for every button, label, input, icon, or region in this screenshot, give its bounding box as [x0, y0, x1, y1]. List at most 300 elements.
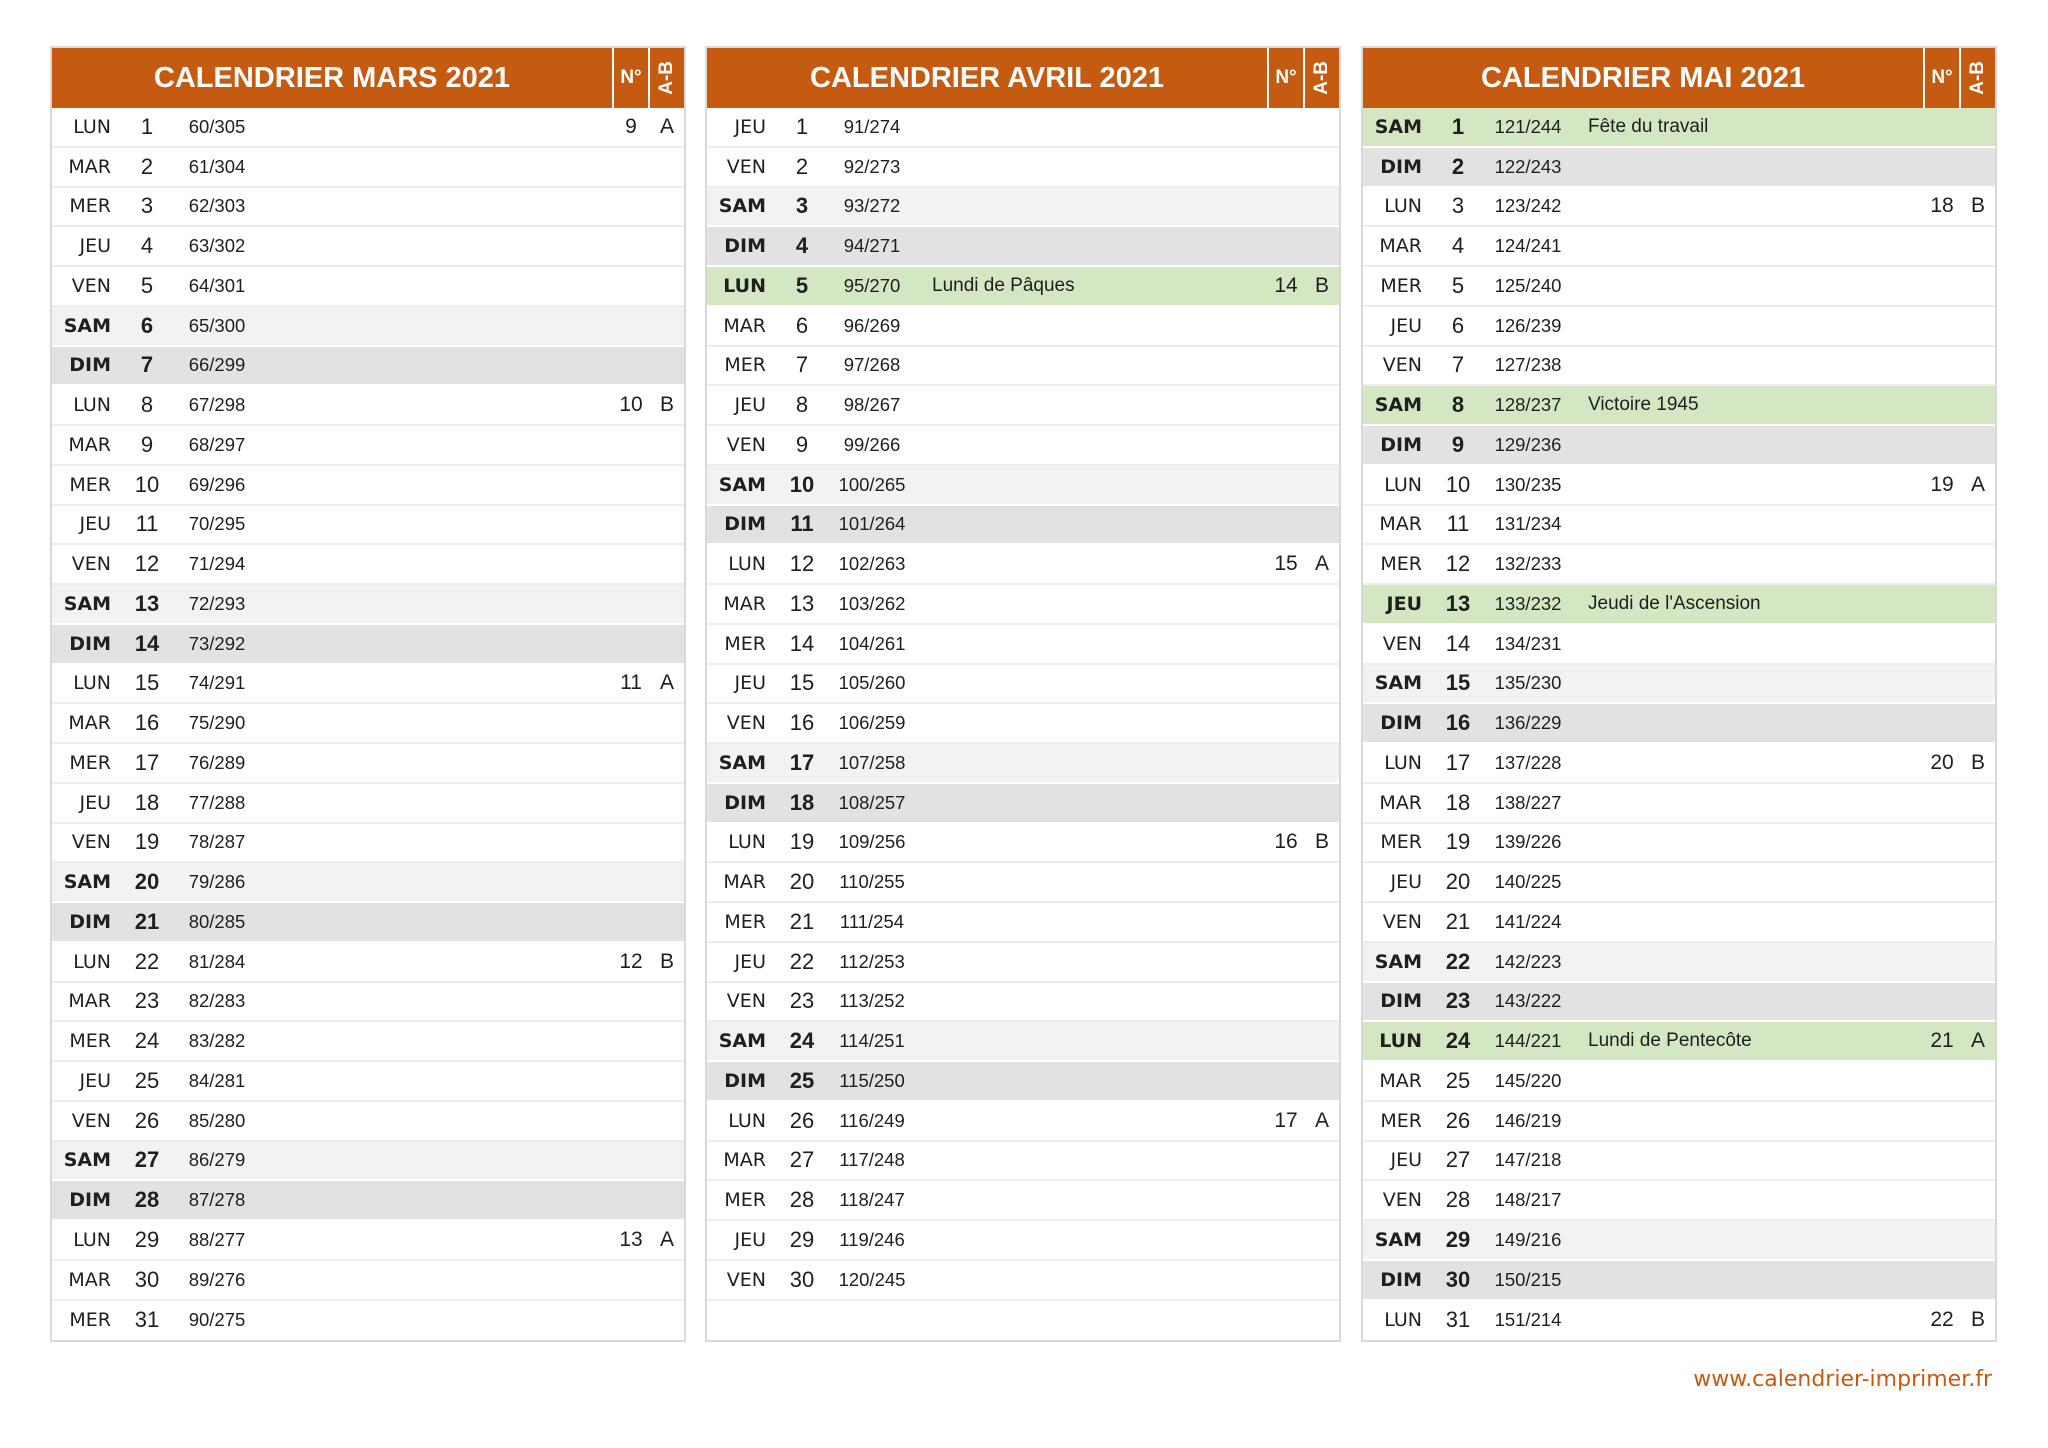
week-ab-letter: A — [1970, 472, 1985, 496]
day-row — [1363, 188, 1995, 228]
day-row — [52, 585, 684, 625]
weekday-name: MER — [724, 354, 766, 377]
month-title: CALENDRIER AVRIL 2021 — [810, 61, 1164, 94]
day-of-year: 60/305 — [188, 115, 246, 137]
day-row — [52, 1261, 684, 1301]
day-of-year: 65/300 — [188, 314, 246, 336]
week-number: 15 — [1274, 552, 1298, 576]
weekday-name: LUN — [73, 672, 111, 695]
day-of-year: 142/223 — [1494, 950, 1562, 972]
day-row — [52, 1301, 684, 1341]
day-row — [707, 824, 1339, 864]
week-number-column-header: N° — [612, 48, 648, 108]
weekday-name: SAM — [718, 1030, 766, 1053]
weekday-name: DIM — [1380, 1268, 1422, 1291]
weekday-name: VEN — [726, 990, 766, 1013]
empty-row — [707, 1301, 1339, 1341]
day-number: 5 — [140, 272, 154, 298]
day-row — [1363, 506, 1995, 546]
week-number: 19 — [1930, 472, 1954, 496]
holiday-name: Lundi de Pâques — [932, 274, 1075, 296]
week-ab-letter: A — [659, 1227, 674, 1251]
day-number: 12 — [1445, 551, 1471, 577]
weekday-name: MER — [1380, 831, 1422, 854]
website-link[interactable]: www.calendrier-imprimer.fr — [1693, 1367, 1992, 1392]
day-row — [707, 665, 1339, 705]
weekday-name: SAM — [63, 592, 111, 615]
day-number: 29 — [1445, 1226, 1471, 1252]
weekday-name: SAM — [63, 314, 111, 337]
week-number: 14 — [1274, 273, 1298, 297]
day-number: 11 — [790, 511, 814, 537]
day-number: 14 — [789, 630, 815, 656]
day-row — [707, 267, 1339, 307]
day-row — [1363, 665, 1995, 705]
weekday-name: MAR — [723, 1149, 766, 1172]
day-number: 27 — [134, 1147, 160, 1173]
day-row — [707, 545, 1339, 585]
day-number: 3 — [795, 193, 809, 219]
day-of-year: 89/276 — [188, 1268, 246, 1290]
day-row — [707, 506, 1339, 546]
weekday-name: MAR — [68, 155, 111, 178]
day-number: 2 — [1451, 153, 1465, 179]
day-number: 28 — [1445, 1187, 1471, 1213]
day-row — [1363, 108, 1995, 148]
day-row — [707, 227, 1339, 267]
day-row — [52, 704, 684, 744]
day-row — [1363, 347, 1995, 387]
week-number: 13 — [619, 1227, 643, 1251]
weekday-name: LUN — [723, 274, 766, 297]
ab-week-column-header — [1303, 48, 1339, 108]
day-of-year: 70/295 — [188, 513, 246, 535]
day-row — [52, 744, 684, 784]
ab-week-label: A-B — [1311, 61, 1332, 95]
day-of-year: 77/288 — [188, 791, 246, 813]
day-of-year: 129/236 — [1494, 433, 1562, 455]
day-number: 24 — [1445, 1028, 1471, 1054]
weekday-name: DIM — [1380, 990, 1422, 1013]
day-row — [707, 1142, 1339, 1182]
day-row — [707, 863, 1339, 903]
week-number: 11 — [620, 671, 642, 695]
day-number: 25 — [134, 1067, 160, 1093]
day-row — [52, 983, 684, 1023]
day-row — [52, 108, 684, 148]
day-number: 8 — [795, 392, 809, 418]
day-of-year: 147/218 — [1494, 1149, 1562, 1171]
day-of-year: 121/244 — [1494, 115, 1562, 137]
week-number: 21 — [1930, 1029, 1954, 1053]
day-of-year: 151/214 — [1494, 1309, 1562, 1331]
weekday-name: SAM — [1374, 115, 1422, 138]
day-row — [707, 1261, 1339, 1301]
weekday-name: LUN — [73, 115, 111, 138]
day-row — [707, 1181, 1339, 1221]
day-of-year: 73/292 — [188, 632, 246, 654]
day-of-year: 79/286 — [188, 871, 246, 893]
weekday-name: MER — [724, 1189, 766, 1212]
weekday-name: DIM — [1380, 155, 1422, 178]
day-number: 18 — [1445, 789, 1471, 815]
day-of-year: 90/275 — [188, 1309, 246, 1331]
day-row — [1363, 307, 1995, 347]
day-number: 23 — [134, 988, 160, 1014]
day-of-year: 87/278 — [188, 1189, 246, 1211]
day-of-year: 105/260 — [838, 672, 906, 694]
day-number: 22 — [1445, 948, 1471, 974]
day-number: 19 — [134, 829, 160, 855]
weekday-name: DIM — [69, 354, 111, 377]
weekday-name: JEU — [79, 791, 111, 814]
week-number: 17 — [1274, 1108, 1298, 1132]
week-number: 16 — [1274, 830, 1298, 854]
day-row — [707, 903, 1339, 943]
day-of-year: 94/271 — [843, 235, 901, 257]
weekday-name: DIM — [69, 910, 111, 933]
day-of-year: 63/302 — [188, 235, 246, 257]
day-of-year: 103/262 — [838, 592, 906, 614]
weekday-name: DIM — [1380, 433, 1422, 456]
day-row — [707, 784, 1339, 824]
day-number: 20 — [789, 869, 815, 895]
weekday-name: MER — [69, 1030, 111, 1053]
day-of-year: 80/285 — [188, 910, 246, 932]
day-number: 1 — [1451, 113, 1465, 139]
day-number: 18 — [789, 789, 815, 815]
holiday-name: Jeudi de l'Ascension — [1588, 592, 1761, 614]
day-row — [1363, 1142, 1995, 1182]
day-number: 6 — [795, 312, 809, 338]
day-row — [52, 943, 684, 983]
day-of-year: 100/265 — [838, 473, 906, 495]
calendar-march — [50, 46, 686, 1342]
day-of-year: 141/224 — [1494, 910, 1562, 932]
weekday-name: SAM — [718, 473, 766, 496]
day-of-year: 112/253 — [839, 950, 905, 972]
week-ab-letter: B — [1970, 1308, 1985, 1332]
day-row — [52, 1181, 684, 1221]
day-number: 6 — [1451, 312, 1465, 338]
weekday-name: MER — [69, 195, 111, 218]
day-of-year: 78/287 — [188, 831, 246, 853]
day-number: 3 — [1451, 193, 1465, 219]
day-of-year: 91/274 — [843, 115, 901, 137]
weekday-name: VEN — [71, 553, 111, 576]
day-row — [52, 1102, 684, 1142]
day-rows — [707, 108, 1339, 1340]
day-number: 26 — [789, 1107, 815, 1133]
week-number-column-header: N° — [1267, 48, 1303, 108]
day-of-year: 99/266 — [843, 433, 901, 455]
day-row — [707, 426, 1339, 466]
day-number: 2 — [795, 153, 809, 179]
day-of-year: 148/217 — [1494, 1189, 1562, 1211]
day-number: 23 — [1445, 988, 1471, 1014]
day-row — [52, 625, 684, 665]
weekday-name: MAR — [723, 314, 766, 337]
weekday-name: LUN — [1384, 1309, 1422, 1332]
weekday-name: JEU — [79, 513, 111, 536]
day-row — [1363, 784, 1995, 824]
day-number: 3 — [140, 193, 154, 219]
calendar-header — [1363, 48, 1995, 108]
weekday-name: MAR — [723, 871, 766, 894]
holiday-name: Victoire 1945 — [1588, 394, 1699, 416]
day-row — [1363, 585, 1995, 625]
day-row — [1363, 267, 1995, 307]
day-number: 16 — [789, 710, 815, 736]
weekday-name: DIM — [724, 1069, 766, 1092]
ab-week-label: A-B — [656, 61, 677, 95]
day-number: 21 — [134, 908, 160, 934]
day-row — [1363, 983, 1995, 1023]
day-of-year: 84/281 — [188, 1069, 246, 1091]
day-row — [1363, 704, 1995, 744]
day-of-year: 104/261 — [838, 632, 906, 654]
day-of-year: 97/268 — [843, 354, 901, 376]
day-number: 25 — [789, 1067, 815, 1093]
weekday-name: JEU — [1386, 592, 1422, 615]
day-of-year: 116/249 — [839, 1109, 905, 1131]
day-row — [1363, 1062, 1995, 1102]
day-row — [1363, 625, 1995, 665]
day-row — [52, 784, 684, 824]
month-title: CALENDRIER MAI 2021 — [1481, 61, 1805, 94]
day-of-year: 85/280 — [188, 1109, 246, 1131]
day-of-year: 133/232 — [1494, 592, 1562, 614]
week-ab-letter: A — [659, 671, 674, 695]
day-of-year: 122/243 — [1494, 155, 1562, 177]
day-number: 7 — [140, 352, 154, 378]
week-ab-letter: A — [1314, 1108, 1329, 1132]
weekday-name: LUN — [728, 1109, 766, 1132]
day-row — [707, 188, 1339, 228]
day-of-year: 132/233 — [1494, 553, 1562, 575]
ab-week-column-header — [1959, 48, 1995, 108]
day-number: 7 — [795, 352, 809, 378]
weekday-name: MAR — [1379, 1069, 1422, 1092]
weekday-name: DIM — [69, 632, 111, 655]
weekday-name: SAM — [63, 1149, 111, 1172]
day-of-year: 101/264 — [838, 513, 906, 535]
weekday-name: DIM — [724, 235, 766, 258]
weekday-name: SAM — [1374, 950, 1422, 973]
day-number: 22 — [789, 948, 815, 974]
day-number: 18 — [134, 789, 160, 815]
day-row — [1363, 148, 1995, 188]
day-number: 28 — [134, 1187, 160, 1213]
day-of-year: 140/225 — [1494, 871, 1562, 893]
day-row — [52, 267, 684, 307]
weekday-name: VEN — [1382, 910, 1422, 933]
holiday-name: Lundi de Pentecôte — [1588, 1030, 1752, 1052]
day-of-year: 96/269 — [843, 314, 901, 336]
day-number: 8 — [1451, 392, 1465, 418]
weekday-name: VEN — [71, 274, 111, 297]
day-number: 19 — [1445, 829, 1471, 855]
day-row — [1363, 903, 1995, 943]
weekday-name: JEU — [79, 1069, 111, 1092]
ab-week-label: A-B — [1967, 61, 1988, 95]
holiday-name: Fête du travail — [1588, 115, 1709, 137]
weekday-name: DIM — [724, 513, 766, 536]
day-of-year: 67/298 — [188, 394, 246, 416]
calendar-april — [705, 46, 1341, 1342]
weekday-name: SAM — [718, 751, 766, 774]
weekday-name: VEN — [726, 712, 766, 735]
day-of-year: 138/227 — [1494, 791, 1562, 813]
weekday-name: MER — [1380, 1109, 1422, 1132]
day-row — [1363, 1301, 1995, 1341]
day-row — [707, 625, 1339, 665]
day-of-year: 74/291 — [188, 672, 246, 694]
weekday-name: MAR — [68, 990, 111, 1013]
weekday-name: MAR — [68, 712, 111, 735]
day-number: 17 — [134, 749, 160, 775]
day-of-year: 66/299 — [188, 354, 246, 376]
day-number: 9 — [795, 431, 809, 457]
day-row — [707, 466, 1339, 506]
weekday-name: MAR — [1379, 791, 1422, 814]
day-number: 27 — [789, 1147, 815, 1173]
weekday-name: LUN — [73, 394, 111, 417]
day-row — [1363, 1221, 1995, 1261]
day-row — [707, 1221, 1339, 1261]
day-number: 22 — [134, 948, 160, 974]
day-number: 5 — [1451, 272, 1465, 298]
day-of-year: 136/229 — [1494, 712, 1562, 734]
weekday-name: MAR — [1379, 235, 1422, 258]
day-row — [52, 466, 684, 506]
day-number: 7 — [1451, 352, 1465, 378]
day-row — [1363, 466, 1995, 506]
week-ab-letter: B — [1970, 750, 1985, 774]
weekday-name: VEN — [1382, 632, 1422, 655]
day-row — [52, 227, 684, 267]
day-number: 12 — [134, 551, 160, 577]
weekday-name: LUN — [1384, 751, 1422, 774]
day-row — [52, 863, 684, 903]
day-row — [1363, 545, 1995, 585]
day-number: 31 — [1445, 1307, 1471, 1333]
day-row — [52, 386, 684, 426]
weekday-name: MAR — [1379, 513, 1422, 536]
day-row — [707, 347, 1339, 387]
day-number: 21 — [1445, 908, 1471, 934]
week-number: 22 — [1930, 1308, 1954, 1332]
day-of-year: 139/226 — [1494, 831, 1562, 853]
day-row — [52, 1142, 684, 1182]
day-of-year: 130/235 — [1494, 473, 1562, 495]
day-number: 14 — [1445, 630, 1471, 656]
day-number: 10 — [134, 471, 160, 497]
weekday-name: LUN — [1379, 1030, 1422, 1053]
day-of-year: 69/296 — [188, 473, 246, 495]
weekday-name: DIM — [69, 1189, 111, 1212]
day-number: 16 — [1445, 710, 1471, 736]
day-of-year: 146/219 — [1494, 1109, 1562, 1131]
day-row — [52, 545, 684, 585]
day-of-year: 102/263 — [838, 553, 906, 575]
day-of-year: 149/216 — [1494, 1228, 1562, 1250]
day-number: 26 — [1445, 1107, 1471, 1133]
day-row — [52, 148, 684, 188]
day-number: 2 — [140, 153, 154, 179]
weekday-name: VEN — [726, 433, 766, 456]
day-number: 16 — [134, 710, 160, 736]
day-of-year: 109/256 — [838, 831, 906, 853]
day-number: 30 — [134, 1266, 160, 1292]
day-number: 30 — [789, 1266, 815, 1292]
day-number: 24 — [134, 1028, 160, 1054]
day-of-year: 72/293 — [188, 592, 246, 614]
day-of-year: 123/242 — [1494, 195, 1562, 217]
weekday-name: MER — [724, 910, 766, 933]
weekday-name: MER — [69, 751, 111, 774]
day-of-year: 131/234 — [1494, 513, 1562, 535]
weekday-name: SAM — [63, 871, 111, 894]
day-row — [707, 307, 1339, 347]
weekday-name: JEU — [734, 950, 766, 973]
day-number: 4 — [1451, 233, 1465, 259]
day-of-year: 76/289 — [188, 751, 246, 773]
day-of-year: 143/222 — [1494, 990, 1562, 1012]
weekday-name: DIM — [724, 791, 766, 814]
week-number-column-header: N° — [1923, 48, 1959, 108]
day-of-year: 110/255 — [839, 871, 905, 893]
day-number: 8 — [140, 392, 154, 418]
weekday-name: SAM — [1374, 1228, 1422, 1251]
day-of-year: 92/273 — [843, 155, 901, 177]
day-number: 17 — [1445, 749, 1471, 775]
day-of-year: 75/290 — [188, 712, 246, 734]
weekday-name: MER — [1380, 274, 1422, 297]
day-row — [707, 108, 1339, 148]
week-number: 10 — [619, 393, 643, 417]
week-number: 18 — [1930, 194, 1954, 218]
day-of-year: 61/304 — [188, 155, 246, 177]
weekday-name: JEU — [734, 115, 766, 138]
day-row — [1363, 744, 1995, 784]
weekday-name: DIM — [1380, 712, 1422, 735]
day-of-year: 134/231 — [1494, 632, 1562, 654]
weekday-name: MAR — [68, 1268, 111, 1291]
day-number: 15 — [134, 670, 160, 696]
day-row — [707, 585, 1339, 625]
day-of-year: 64/301 — [188, 274, 246, 296]
day-of-year: 88/277 — [188, 1228, 246, 1250]
day-of-year: 126/239 — [1494, 314, 1562, 336]
week-number: 12 — [619, 949, 643, 973]
day-of-year: 71/294 — [188, 553, 246, 575]
week-ab-letter: B — [659, 393, 674, 417]
day-row — [707, 148, 1339, 188]
day-of-year: 120/245 — [838, 1268, 906, 1290]
day-row — [1363, 1102, 1995, 1142]
day-of-year: 93/272 — [843, 195, 901, 217]
day-row — [1363, 1261, 1995, 1301]
weekday-name: JEU — [734, 1228, 766, 1251]
day-number: 15 — [789, 670, 815, 696]
day-row — [707, 704, 1339, 744]
weekday-name: JEU — [734, 394, 766, 417]
day-of-year: 82/283 — [188, 990, 246, 1012]
ab-week-column-header — [648, 48, 684, 108]
day-of-year: 125/240 — [1494, 274, 1562, 296]
weekday-name: LUN — [1384, 195, 1422, 218]
